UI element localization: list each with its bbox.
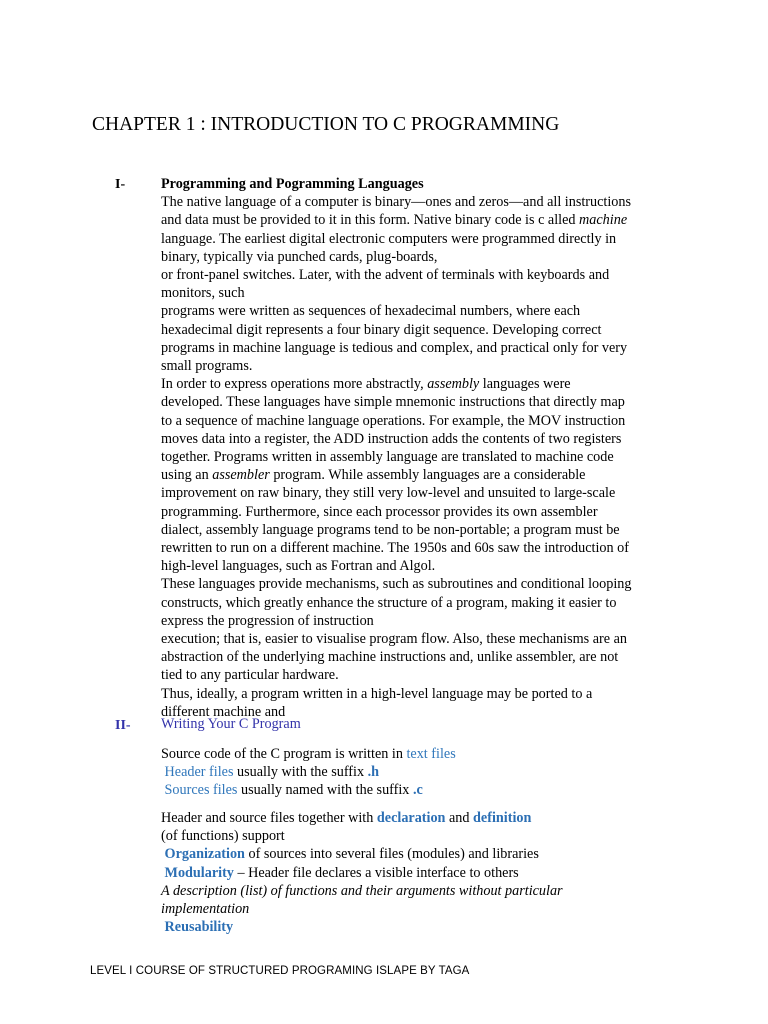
keyword-declaration: declaration [376, 810, 446, 826]
section-1-heading: Programming and Pogramming Languages [161, 176, 424, 192]
section-2-files-list [161, 745, 721, 800]
paragraph-line: improvement on raw binary, they still very low-level and unsuited to large-scale [161, 485, 616, 502]
text-span: and data must be provided to it in this form. Native binary code is c alled [161, 212, 580, 229]
italic-term: assembly [427, 376, 480, 393]
paragraph-line: (of functions) support [161, 828, 285, 845]
suffix-c: .c [412, 782, 423, 799]
paragraph-line: small programs. [161, 358, 253, 375]
paragraph-line [161, 809, 721, 827]
paragraph-line [161, 466, 721, 484]
text-span: – Header file declares a visible interface to others [233, 864, 519, 881]
paragraph-line: programs were written as sequences of hexadecimal numbers, where each [161, 303, 581, 320]
paragraph-line: abstraction of the underlying machine instructions and, unlike assembler, are not [161, 649, 619, 666]
paragraph-line: implementation [161, 901, 250, 918]
paragraph-line: hexadecimal digit represents a four binary digit sequence. Developing correct [161, 321, 602, 338]
paragraph-line [161, 745, 721, 763]
text-span: using an [161, 467, 213, 484]
chapter-title: CHAPTER 1 : INTRODUCTION TO C PROGRAMMING [92, 114, 560, 135]
paragraph-line: rewritten to run on a different machine. The 1950s and 60s saw the introduction of [161, 540, 629, 557]
paragraph-line: to a sequence of machine language operations. For example, the MOV instruction [161, 412, 626, 429]
section-2-support-list [161, 809, 721, 936]
section-1-body [161, 175, 721, 721]
paragraph-line [161, 918, 721, 936]
italic-term: machine [579, 212, 628, 229]
text-span: usually named with the suffix [237, 782, 413, 799]
italic-term: assembler [212, 467, 270, 484]
paragraph-line [161, 763, 721, 781]
text-span: usually with the suffix [233, 764, 368, 781]
section-2-number: II- [115, 718, 131, 733]
paragraph-line: high-level languages, such as Fortran and Algol. [161, 558, 436, 575]
section-1-number: I- [115, 177, 126, 192]
paragraph-line: constructs, which greatly enhance the structure of a program, making it easier to [161, 594, 617, 611]
paragraph-line: developed. These languages have simple mnemonic instructions that directly map [161, 394, 625, 411]
paragraph-line: or front-panel switches. Later, with the advent of terminals with keyboards and [161, 267, 610, 284]
paragraph-line: together. Programs written in assembly language are translated to machine code [161, 449, 614, 466]
sources-files-link[interactable]: Sources files [164, 782, 238, 799]
text-span: In order to express operations more abstractly, [161, 376, 428, 393]
paragraph-line: programs in machine language is tedious and complex, and practical only for very [161, 339, 628, 356]
paragraph-line: different machine and [161, 703, 286, 720]
paragraph-line: tied to any particular hardware. [161, 667, 339, 684]
keyword-reusability: Reusability [164, 919, 234, 936]
text-files-link[interactable]: text files [406, 746, 456, 762]
paragraph-line [161, 845, 721, 863]
keyword-organization: Organization [164, 846, 245, 863]
paragraph-line: dialect, assembly language programs tend to be non-portable; a program must be [161, 521, 620, 538]
keyword-modularity: Modularity [164, 864, 234, 881]
text-span: Header and source files together with [161, 810, 377, 826]
text-span: of sources into several files (modules) and libraries [244, 846, 539, 863]
paragraph-line: monitors, such [161, 285, 245, 302]
paragraph-line: binary, typically via punched cards, plug-boards, [161, 248, 438, 265]
paragraph-line: These languages provide mechanisms, such as subroutines and conditional looping [161, 576, 632, 593]
paragraph-line [161, 781, 721, 799]
text-span: and [445, 810, 474, 826]
paragraph-line: express the progression of instruction [161, 612, 374, 629]
paragraph-line: Thus, ideally, a program written in a high-level language may be ported to a [161, 685, 593, 702]
text-span: languages were [479, 376, 571, 393]
suffix-h: .h [367, 764, 380, 781]
paragraph-line: A description (list) of functions and their arguments without particular [161, 882, 563, 899]
section-2-title: Writing Your C Program [161, 716, 301, 732]
keyword-definition: definition [473, 810, 532, 826]
page-footer: LEVEL I COURSE OF STRUCTURED PROGRAMING ISLAPE BY TAGA [90, 965, 470, 977]
paragraph-line: programming. Furthermore, since each processor provides its own assembler [161, 503, 598, 520]
paragraph-line: The native language of a computer is binary—ones and zeros—and all instructions [161, 194, 632, 211]
paragraph-line [161, 375, 721, 393]
paragraph-line: moves data into a register, the ADD instruction adds the contents of two registers [161, 430, 622, 447]
text-span: Source code of the C program is written in [161, 746, 407, 762]
header-files-link[interactable]: Header files [164, 764, 234, 781]
paragraph-line: execution; that is, easier to visualise program flow. Also, these mechanisms are an [161, 631, 627, 648]
paragraph-line [161, 211, 721, 229]
text-span: program. While assembly languages are a considerable [269, 467, 586, 484]
paragraph-line [161, 864, 721, 882]
paragraph-line: language. The earliest digital electronic computers were programmed directly in [161, 230, 617, 247]
